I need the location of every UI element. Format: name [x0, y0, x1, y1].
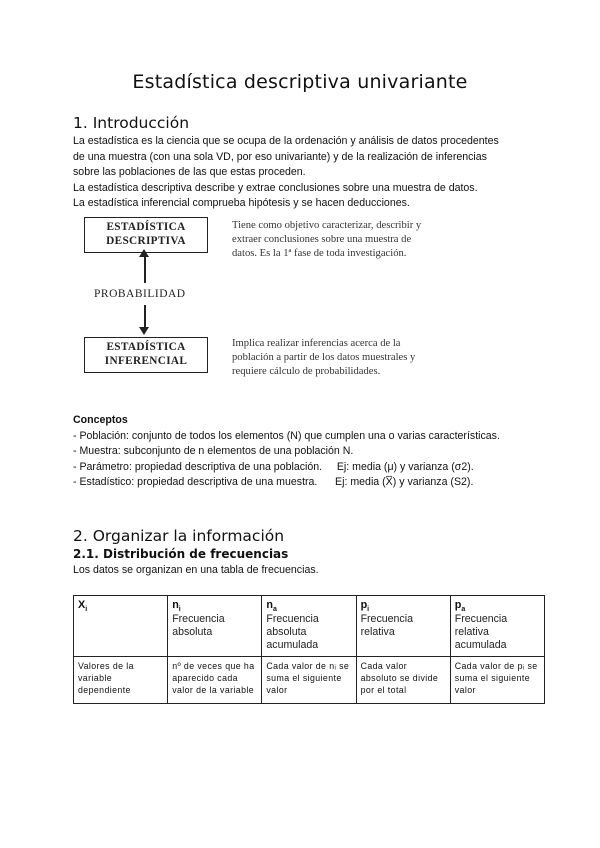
section-2-intro-line: Los datos se organizan en una tabla de frecuencias.	[73, 564, 319, 576]
box-line: INFERENCIAL	[104, 355, 188, 367]
concept-item: - Estadístico: propiedad descriptiva de una muestra. Ej: media (X̅) y varianza (S2).	[73, 476, 474, 488]
descriptive-box	[84, 217, 208, 253]
table-cell: Cada valor absoluto se divide por el total	[356, 657, 450, 704]
section-2-heading: 2. Organizar la información	[73, 527, 285, 545]
box-line: ESTADÍSTICA	[106, 221, 186, 233]
header-symbol: n	[266, 599, 273, 611]
header-symbol: p	[454, 599, 462, 611]
concepts-block	[73, 413, 543, 491]
header-label: Frecuencia absoluta	[172, 613, 225, 639]
connector-line-top	[144, 253, 146, 283]
box-line: ESTADÍSTICA	[106, 341, 186, 353]
section-2-1-heading: 2.1. Distribución de frecuencias	[73, 547, 289, 561]
table-cell: Cada valor de nᵢ se suma el siguiente valor	[262, 657, 356, 704]
statistics-diagram	[82, 215, 482, 395]
description-line: Tiene como objetivo caracterizar, describir y	[232, 220, 422, 231]
document-title: Estadística descriptiva univariante	[132, 71, 468, 93]
arrow-down-icon	[139, 327, 149, 335]
header-subscript: i	[85, 606, 88, 614]
description-line: datos. Es la 1ª fase de toda investigación.	[232, 248, 407, 259]
concept-item: - Muestra: subconjunto de n elementos de una población N.	[73, 445, 354, 457]
arrow-up-icon	[139, 249, 149, 257]
table-cell: nº de veces que ha aparecido cada valor de la variable	[168, 657, 262, 704]
inferential-box	[84, 337, 208, 373]
concept-item: - Población: conjunto de todos los elementos (N) que cumplen una o varias características.	[73, 429, 500, 442]
description-line: requiere cálculo de probabilidades.	[232, 366, 381, 377]
connector-line-bottom	[144, 305, 146, 329]
box-line: DESCRIPTIVA	[106, 235, 186, 247]
section-1-heading: 1. Introducción	[73, 114, 190, 132]
table-header-cell	[450, 596, 544, 657]
probability-label: PROBABILIDAD	[94, 288, 186, 300]
intro-line: sobre las poblaciones de las que estas proceden.	[73, 166, 306, 178]
table-header-row	[74, 596, 545, 657]
header-subscript: i	[178, 606, 181, 614]
table-header-cell	[168, 596, 262, 657]
table-cell: Cada valor de pᵢ se suma el siguiente valor	[450, 657, 544, 704]
descriptive-description	[232, 219, 421, 261]
header-subscript: a	[272, 606, 277, 614]
table-header-cell	[74, 596, 168, 657]
frequency-table	[73, 595, 545, 704]
header-subscript: i	[367, 606, 370, 614]
intro-paragraph	[73, 134, 543, 212]
concept-item: - Parámetro: propiedad descriptiva de una población. Ej: media (μ) y varianza (σ2).	[73, 460, 474, 473]
header-symbol: p	[360, 599, 368, 611]
header-symbol: n	[172, 599, 179, 611]
header-label: Frecuencia relativa acumulada	[454, 613, 508, 652]
table-row	[74, 657, 545, 704]
table-header-cell	[356, 596, 450, 657]
intro-line: de una muestra (con una sola VD, por eso univariante) y de la realización de inferencias	[73, 150, 487, 163]
header-subscript: a	[461, 606, 466, 614]
table-cell: Valores de la variable dependiente	[74, 657, 168, 704]
inferential-description	[232, 337, 415, 379]
table-header-cell	[262, 596, 356, 657]
section-2-intro	[73, 563, 543, 579]
header-label: Frecuencia relativa	[360, 613, 413, 639]
concepts-heading: Conceptos	[73, 414, 128, 426]
header-label: Frecuencia absoluta acumulada	[266, 613, 319, 652]
intro-line: La estadística inferencial comprueba hipótesis y se hacen deducciones.	[73, 197, 410, 209]
description-line: Implica realizar inferencias acerca de la	[232, 338, 401, 349]
description-line: extraer conclusiones sobre una muestra de	[232, 234, 412, 245]
intro-line: La estadística descriptiva describe y extrae conclusiones sobre una muestra de datos.	[73, 181, 478, 194]
header-symbol: X	[78, 599, 86, 611]
description-line: población a partir de los datos muestrales y	[232, 352, 416, 363]
intro-line: La estadística es la ciencia que se ocupa de la ordenación y análisis de datos procedentes	[73, 135, 499, 147]
